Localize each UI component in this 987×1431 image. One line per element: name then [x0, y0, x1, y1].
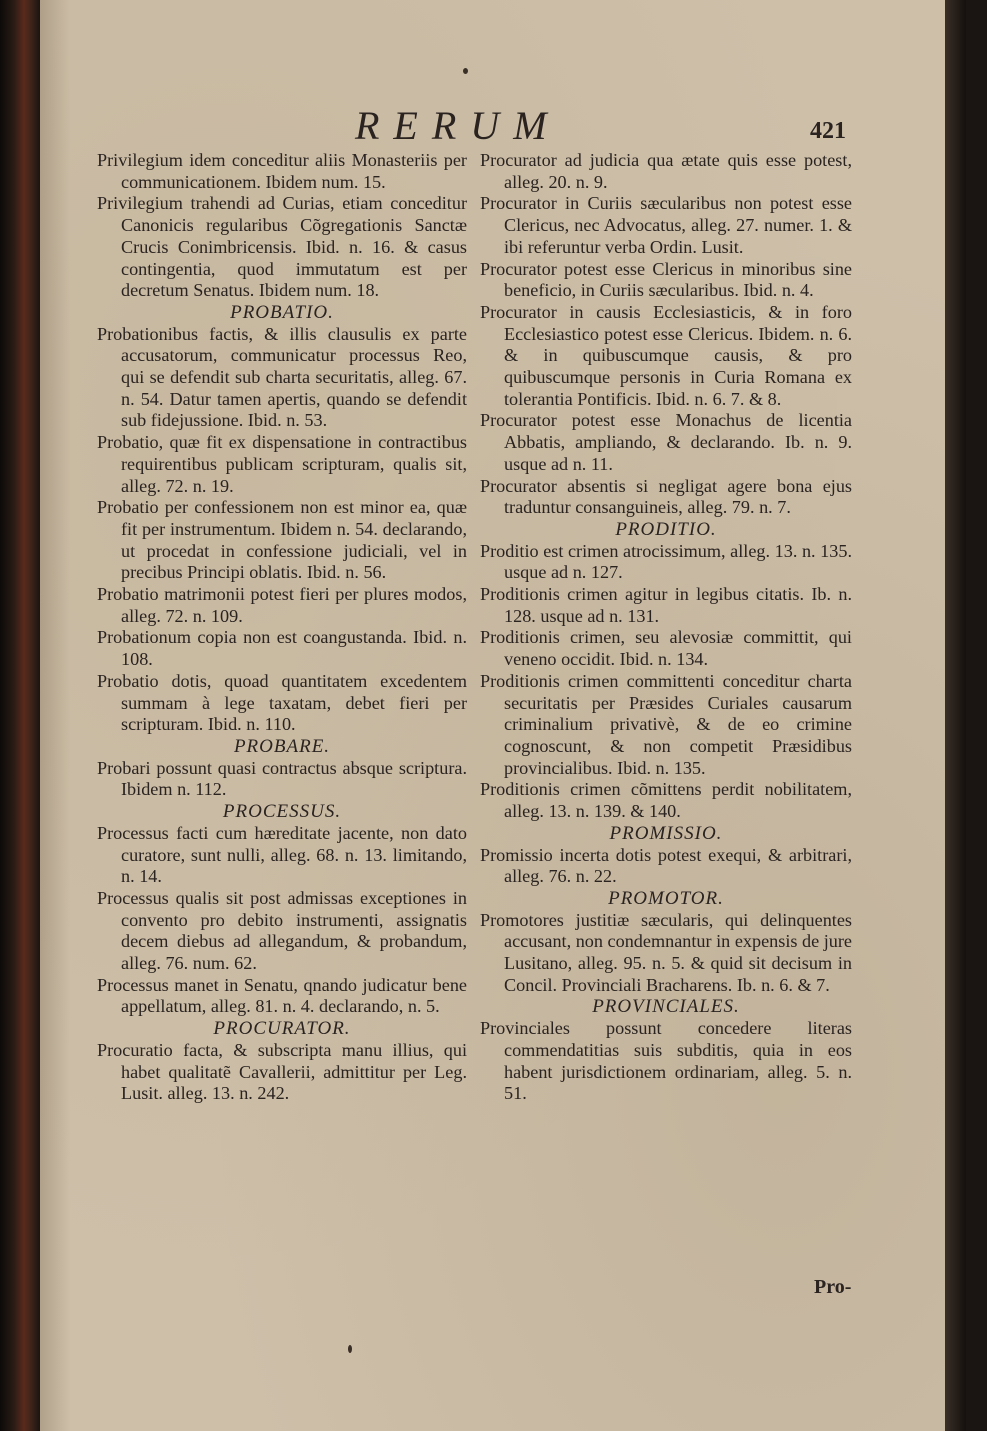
index-entry: Processus facti cum hæreditate jacente, non dato curatore, sunt nulli, alleg. 68. n. 13. limitando, n. 14. — [97, 822, 467, 887]
index-entry: Proditionis crimen, seu alevosiæ committit, qui veneno occidit. Ibid. n. 134. — [480, 627, 852, 670]
index-entry: Provinciales possunt concedere literas commendatitias suis subditis, quia in eos habent jurisdictionem ordinariam, alleg. 5. n. 51. — [480, 1018, 852, 1104]
page-edge — [945, 0, 966, 1431]
index-entry: Probatio dotis, quoad quantitatem excedentem summam à lege taxatam, debet fieri per scripturam. Ibid. n. 110. — [97, 670, 467, 735]
index-entry: Processus manet in Senatu, qnando judicatur bene appellatum, alleg. 81. n. 4. declarando, n. 5. — [97, 974, 467, 1017]
section-heading: PRODITIO. — [615, 518, 717, 540]
page-number: 421 — [810, 118, 846, 144]
index-entry: Proditionis crimen committenti conceditur charta securitatis per Præsides Curiales causarum criminalium privativè, & de eo crimine cognoscunt, & non competit Præsidibus provincialibus. Ibid. n. 135. — [480, 670, 852, 778]
index-entry: Procurator in Curiis sæcularibus non potest esse Clericus, nec Advocatus, alleg. 27. numer. 1. & ibi referuntur verba Ordin. Lusit. — [480, 193, 852, 257]
section-heading: PROMOTOR. — [608, 887, 724, 909]
index-entry: Promotores justitiæ sæcularis, qui delinquentes accusant, non condemnantur in expensis de jure Lusitano, alleg. 95. n. 5. & quid sit decisum in Concil. Provinciali Bracharens. Ib. n. 6. & 7. — [480, 909, 852, 995]
index-entry: Privilegium trahendi ad Curias, etiam conceditur Canonicis regularibus Cõgregationis Sanctæ Crucis Conimbricensis. Ibid. n. 16. & casus contingentia, quod immutatum est per decretum Senatus. Ibidem num. 18. — [97, 193, 467, 301]
index-entry: Probationum copia non est coangustanda. Ibid. n. 108. — [97, 627, 467, 670]
index-entry: Procurator absentis si negligat agere bona ejus traduntur consanguineis, alleg. 79. n. 7. — [480, 475, 852, 518]
index-entry: Promissio incerta dotis potest exequi, & arbitrari, alleg. 76. n. 22. — [480, 844, 852, 887]
index-entry: Probationibus factis, & illis clausulis ex parte accusatorum, communicatur processus Reo, qui se defendit sub charta securitatis, alleg. 67. n. 54. Datur tamen apertis, quando se defendit sub fidejussione. Ibid. n. 53. — [97, 323, 467, 431]
index-entry: Procurator potest esse Monachus de licentia Abbatis, ampliando, & declarando. Ib. n. 9. usque ad n. 11. — [480, 410, 852, 474]
section-heading: PROCESSUS. — [222, 801, 342, 823]
section-heading: PROBARE. — [233, 735, 331, 757]
index-entry: Proditionis crimen agitur in legibus citatis. Ib. n. 128. usque ad n. 131. — [480, 584, 852, 626]
left-column — [97, 150, 467, 1105]
index-entry: Procurator ad judicia qua ætate quis esse potest, alleg. 20. n. 9. — [480, 150, 852, 192]
index-entry: Probatio, quæ fit ex dispensatione in contractibus requirentibus publicam scripturam, qualis sit, alleg. 72. n. 19. — [97, 432, 467, 496]
section-heading: PROVINCIALES. — [592, 996, 740, 1018]
section-heading: PROCURATOR. — [213, 1018, 351, 1040]
ink-spot — [348, 1345, 352, 1353]
index-entry: Probatio matrimonii potest fieri per plures modos, alleg. 72. n. 109. — [97, 584, 467, 626]
book-binding — [0, 0, 40, 1431]
index-entry: Privilegium idem conceditur aliis Monasteriis per communicationem. Ibidem num. 15. — [97, 150, 467, 192]
index-entry: Probatio per confessionem non est minor ea, quæ fit per instrumentum. Ibidem n. 54. declarando, ut procedat in confessione judiciali, vel in precibus Principi oblatis. Ibid. n. 56. — [97, 497, 467, 583]
index-entry: Probari possunt quasi contractus absque scriptura. Ibidem n. 112. — [97, 757, 467, 800]
index-entry: Procurator in causis Ecclesiasticis, & in foro Ecclesiastico potest esse Clericus. Ibidem. n. 6. & in quibuscumque causis, & pro quibuscumque personis in Curia Romana ex tolerantia Pontificis. Ibid. n. 6. 7. & 8. — [480, 301, 852, 409]
section-heading: PROBATIO. — [230, 301, 334, 323]
index-entry: Proditio est crimen atrocissimum, alleg. 13. n. 135. usque ad n. 127. — [480, 540, 852, 583]
index-entry: Processus qualis sit post admissas exceptiones in convento pro debito instrumenti, assignatis decem diebus ad allegandum, & probandum, alleg. 76. num. 62. — [97, 887, 467, 974]
ink-spot — [463, 68, 468, 74]
catchword: Pro- — [814, 1276, 852, 1298]
section-heading: PROMISSIO. — [609, 822, 723, 844]
index-entry: Procuratio facta, & subscripta manu illius, qui habet qualitatẽ Cavallerii, admittitur per Leg. Lusit. alleg. 13. n. 242. — [97, 1039, 467, 1104]
index-entry: Proditionis crimen cõmittens perdit nobilitatem, alleg. 13. n. 139. & 140. — [480, 779, 852, 822]
running-head: RERUM — [355, 103, 561, 148]
right-column — [480, 150, 852, 1105]
index-entry: Procurator potest esse Clericus in minoribus sine beneficio, in Curiis sæcularibus. Ibid. n. 4. — [480, 258, 852, 301]
